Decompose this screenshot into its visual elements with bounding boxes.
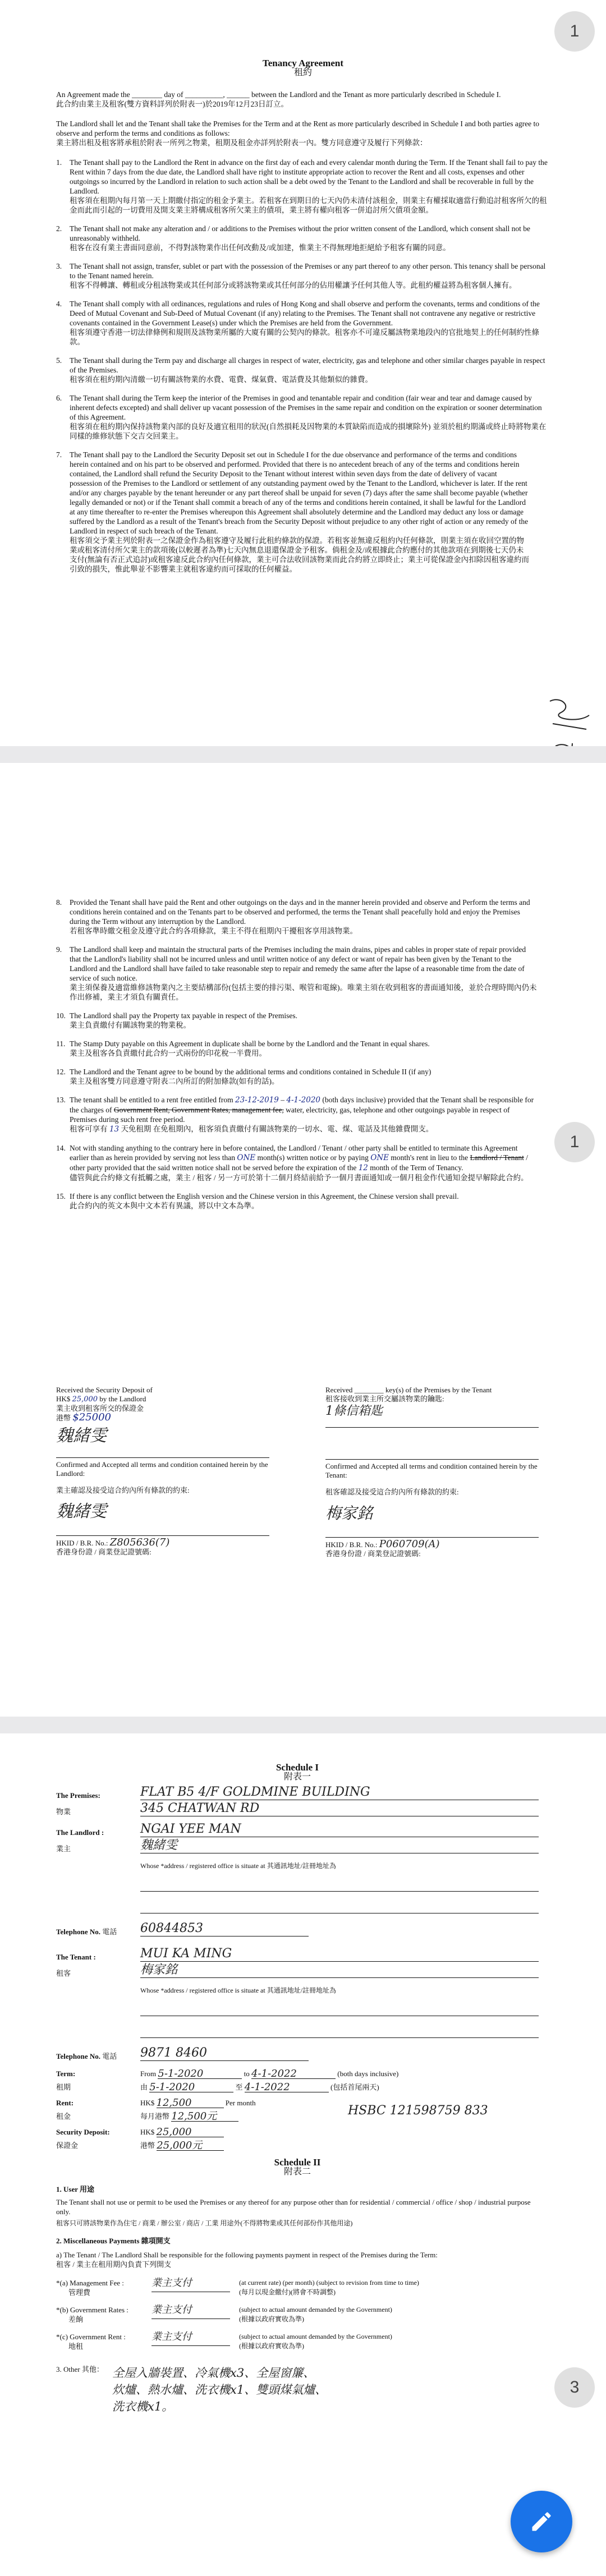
rent-free-to: 4-1-2020: [286, 1096, 321, 1105]
clause-5: 5. The Tenant shall during the Term pay and discharge all charges in respect of water, electricity, gas and telephone and other similar charges payable in respect of the Premises. 租客須在租約期內清繳一切有關該物業的水費、電費、煤氣費、電話費及其他類似的雜費。: [56, 356, 545, 384]
tenant-tel-row: Telephone No. 電話 9871 8460: [56, 2048, 539, 2061]
premises-row: The Premises: FLAT B5 4/F GOLDMINE BUILDING: [56, 1787, 539, 1800]
page-number-badge: 3: [554, 2367, 595, 2408]
clause-1: 1. The Tenant shall pay to the Landlord the Rent in advance on the first day of each and every calendar month during the Term. If the Tenant shall fail to pay the Rent within 7 days from the due date, the Landlord shall have right to institute appropriate action to recover the Rent and all costs, expenses and other outgoings so incurred by the Landlord in relation to such action shall be a debt owed by the Tenant to the Landlord and shall be recoverable in full by the Landlord. 租客須在租期內每月第一天上期繳付指定的租金予業主。若租客在到期日的七天內仍未清付該租金，則業主有權採取適當行動追討租客所欠的租金而此而引起的一切費用及開支業主將構成租客所欠業主的債項，業主將有權向租客一併追討所欠債項金額。: [56, 158, 548, 214]
clause-2: 2. The Tenant shall not make any alteration and / or additions to the Premises without the prior written consent of the Landlord, which consent shall not be unreasonably withheld. 租客在沒有業主書面同意前，不得對該物業作出任何改動及/或加建，惟業主不得無理地拒絕給予租客有關的同意。: [56, 224, 530, 252]
schedule-2-title-zh: 附表二: [283, 2167, 311, 2177]
tenant-hkid: P060709(A): [379, 1538, 440, 1550]
clause-9: 9. The Landlord shall keep and maintain the structural parts of the Premises including the main drains, pipes and cables in proper state of repair provided that the Landlord's liability shall not be incurred unless and until written notice of any defect or want of repair has been given by the Tenant to the Landlord and the Landlord shall have failed to take reasonable step to repair and remedy the same after the lapse of a reasonable time from the date of service of such notice. 業主須保養及適當維修該物業內之主要結構部份(包括主要的排污渠、喉管和電線)。唯業主須在收到租客的書面通知後，並於合理時間內仍未作出修補，業主才須負有關責任。: [56, 945, 537, 1001]
clause-12: 12. The Landlord and the Tenant agree to be bound by the additional terms and conditions contained in Schedule II (if any) 業主及租客雙方同意遵守附表二內所訂的附加條款(如有的話)。: [56, 1068, 431, 1085]
schedule-1-title: Schedule I: [276, 1762, 319, 1773]
clause-4: 4. The Tenant shall comply with all ordinances, regulations and rules of Hong Kong and shall observe and perform the covenants, terms and conditions of the Deed of Mutual Covenant and Sub-Deed of Mutual Covenant (if any) relating to the Premises. The Tenant shall not contravene any negative or restrictive covenants contained in the Government Lease(s) under which the Premises are held from the Government. 租客須遵守香港一切法律條例和規則及該物業所屬的大廈有關的公契內的條款。租客亦不可違反屬該物業地段內的官批地契上的任何制約性條款。: [56, 300, 540, 346]
intro-paragraph: An Agreement made the ________ day of __________, ______ between the Landlord and the Tenant as more particularly described in Schedule I. 此合約由業主及租客(雙方資料詳列於附表一)於2019年12月23日訂立。: [56, 90, 501, 108]
landlord-row: The Landlord : NGAI YEE MAN: [56, 1824, 539, 1837]
rent-row: Rent: HK$ 12,500 Per month HSBC 121598759 833: [56, 2097, 488, 2118]
document-title-zh: 租約: [293, 68, 312, 77]
landlord-signature: 魏緒雯: [56, 1426, 107, 1446]
clause-11: 11. The Stamp Duty payable on this Agreement in duplicate shall be borne by the Landlord and the Tenant in equal shares. 業主及租客各負責繳付此合約一式兩份的印花稅一半費用。: [56, 1039, 430, 1057]
clause-3: 3. The Tenant shall not assign, transfer, sublet or part with the possession of the Premises or any part thereof to any other person. This tenancy shall be personal to the Tenant named herein. 租客不得轉讓、轉租或分租該物業或其任何部分或將該物業或其任何部分的佔用權讓予任何其他人等。此租約權益將為租客個人擁有。: [56, 262, 546, 289]
document-page-3: 3 Schedule I 附表一 The Premises: FLAT B5 4/F GOLDMINE BUILDING 物業 345 CHATWAN RD The Landlord : NGAI YEE MAN 業主 魏緒雯 Whose *address / registered office is situate at 其通訊地址/註冊地址為 Telephone No. 電話 60844853 The Tenant : MUI KA MING 租客 梅家銘 Whose *address / registered office is situate at 其通訊地址/註冊地址為 Telephone No. 電話 9871 8460 Term: From 5-1-2020 to 4-1-2022 (both days inclusive) 租期 由 5-1-2020 至 4-1-2022 (包括首尾兩天) Rent: HK$ 12,500 Per month HSBC 121598759 833 租金 每月港幣 12,500元 Security Deposit: HK$ 25,000 保證金 港幣 25,000元 Schedule II 附表二 1. User 用途 The Tenant shall not use or permit to be used the Premises or any thereof for any purpose other than for residential / commercial / office / shop / industrial purpose only. 租客只可將該物業作為住宅 / 商業 / 辦公室 / 商店 / 工業 用途外(不得將物業或其任何部份作其他用途) 2. Miscellaneous Payments 雜項開支 a) The Tenant / The Landlord Shall be responsible for the following payments payment in respect of the Premises during the Term: 租客 / 業主在租用期內負責下列開支 *(a) Management Fee : 管理費 業主支付 (at current rate) (per month) (subject to revision from time to time) (每月以現金繳付)(將會不時調整) *(b) Government Rates : 差餉 業主支付 (subject to actual amount demanded by the Government) (根據以政府實收為準) *(c) Government Rent : 地租 業主支付 (subject to actual amount demanded by the Government) (根據以政府實收為準) 3. Other 其他： 全屋入牆裝置、冷氣機x3、全屋窗簾、 炊爐、熱水爐、洗衣機x1、雙頭煤氣爐、 洗衣機x1。: [0, 1733, 606, 2576]
deposit-row: Security Deposit: HK$ 25,000: [56, 2127, 539, 2137]
landlord-tel-row: Telephone No. 電話 60844853: [56, 1924, 539, 1936]
landlord-signature-block: Received the Security Deposit of HK$ 25,000 by the Landlord 業主收到租客所交的保證金 港幣 $25000 魏緒雯 Confirmed and Accepted all terms and condition contained herein by the Landlord: 業主確認及接受這合約內所有條款的約束: 魏緒雯 HKID / B.R. No.: Z805636(7) 香港身份證 / 商業登記證號碼:: [56, 1386, 269, 1557]
clause-8: 8. Provided the Tenant shall have paid the Rent and other outgoings on the days and in the manner herein provided and observe and Perform the terms and conditions herein contained and on the Tenants part to be observed and performed, the terms the Tenant shall peacefully hold and enjoy the Premises during the Term without any interruption by the Landlord. 若租客準時繳交租金及遵守此合約各項條款，業主不得在租期內干擾租客享用該物業。: [56, 898, 530, 935]
term-row: Term: From 5-1-2020 to 4-1-2022 (both days inclusive): [56, 2068, 399, 2080]
landlord-signature-2: 魏緒雯: [56, 1502, 107, 1521]
clause-14: 14. Not with standing anything to the contrary here in before contained, the Landlord / Tenant / other party shall be entitled to terminate this Agreement earlier than as herein provided by serving not less than ONE month(s) written notice or by paying ONE month's rent in lieu to the Landlord / Tenant / other party provided that the said written notice shall not be served before the expiration of the 12 month of the Term of Tenancy. 儘管與此合約條文有抵觸之處，業主 / 租客 / 另一方可於第十二個月終結前給予一個月書面通知或一個月租金作代通知金提早解除此合約。: [56, 1144, 529, 1182]
clause-15: 15. If there is any conflict between the English version and the Chinese version in this Agreement, the Chinese version shall prevail. 此合約內的英文本與中文本若有異議，將以中文本為準。: [56, 1192, 459, 1210]
bank-account-note: HSBC 121598759 833: [348, 2104, 488, 2118]
tenant-signature: 梅家銘: [325, 1504, 373, 1522]
clause-6: 6. The Tenant shall during the Term keep the interior of the Premises in good and tenantable repair and condition (fair wear and tear and damage caused by inherent defects excepted) and shall deliver up vacant possession of the Premises in the same repair and condition on the expiration or sooner determination of this Agreement. 租客須在租約期內保持該物業內部的良好及適宜租用的狀況(自然損耗及因物業的本質缺陷而造成的損壞除外) 並須於租約期滿或終止時將物業在同樣的維修狀態下交吉交回業主。: [56, 394, 547, 440]
keys-received: 1條信箱匙: [325, 1404, 383, 1418]
document-page-1: [0, 0, 606, 746]
payment-row-management: *(a) Management Fee : 管理費 業主支付 (at current rate) (per month) (subject to revision from time to time) (每月以現金繳付)(將會不時調整): [56, 2277, 419, 2297]
clause-13: 13. The tenant shall be entitled to a rent free entitled from 23-12-2019 – 4-1-2020 (both days inclusive) provided that the Tenant shall be responsible for the charges of Government Rent, Government Rates, management fee, water, electricity, gas, telephone and other outgoings payable in respect of Premises during such rent free period. 租客可享有 13 天免租期 在免租期內，租客須負責繳付有關該物業的一切水、電、煤、電話及其他雜費開支。: [56, 1096, 534, 1134]
page-number-badge: 1: [554, 11, 595, 52]
user-section: 1. User 用途 The Tenant shall not use or permit to be used the Premises or any thereof for any purpose other than for residential / commercial / office / shop / industrial purpose only. 租客只可將該物業作為住宅 / 商業 / 辦公室 / 商店 / 工業 用途外(不得將物業或其任何部份作其他用途): [56, 2185, 531, 2227]
schedule-1-title-zh: 附表一: [283, 1772, 311, 1782]
payment-row-rates: *(b) Government Rates : 差餉 業主支付 (subject to actual amount demanded by the Government) (根據以政府實收為準): [56, 2304, 392, 2324]
rent-free-from: 23-12-2019: [235, 1096, 279, 1105]
schedule-2-title: Schedule II: [274, 2157, 321, 2168]
page-number-badge: 1: [554, 1122, 595, 1162]
clause-10: 10. The Landlord shall pay the Property tax payable in respect of the Premises. 業主負責繳付有關該物業的物業稅。: [56, 1011, 298, 1029]
pencil-icon: [529, 2509, 554, 2534]
tenant-row: The Tenant : MUI KA MING: [56, 1949, 539, 1962]
document-page-2: [0, 763, 606, 1717]
initials-signature: [539, 690, 600, 746]
edit-fab-button[interactable]: [511, 2491, 572, 2552]
document-title: Tenancy Agreement: [262, 58, 344, 68]
other-section: 3. Other 其他： 全屋入牆裝置、冷氣機x3、全屋窗簾、 炊爐、熱水爐、洗衣機x1、雙頭煤氣爐、 洗衣機x1。: [56, 2365, 327, 2413]
misc-payments-section: 2. Miscellaneous Payments 雜項開支 a) The Tenant / The Landlord Shall be responsible for the following payments payment in respect of the Premises during the Term: 租客 / 業主在租用期內負責下列開支 *(a) Management Fee : 管理費 業主支付 (at current rate) (per month) (subject to revision from time to time) (每月以現金繳付)(將會不時調整) *(b) Government Rates : 差餉 業主支付 (subject to actual amount demanded by the Government) (根據以政府實收為準) *(c) Government Rent : 地租 業主支付 (subject to actual amount demanded by the Government) (根據以政府實收為準): [56, 2236, 539, 2351]
payment-row-rent: *(c) Government Rent : 地租 業主支付 (subject to actual amount demanded by the Government) (根據以政府實收為準): [56, 2331, 392, 2350]
clauses-list-1: [56, 158, 550, 574]
tenant-signature-block: Received ________ key(s) of the Premises by the Tenant 租客接收到業主所交屬該物業的鑰匙: 1條信箱匙 Confirmed and Accepted all terms and condition contained herein by the Tenant: 租客確認及接受這合約內所有條款的約束: 梅家銘 HKID / B.R. No.: P060709(A) 香港身份證 / 商業登記證號碼:: [325, 1386, 539, 1558]
clause-7: 7. The Tenant shall pay to the Landlord the Security Deposit set out in Schedule I for the due observance and performance of the terms and conditions herein contained and on his part to be observed and performed. Provided that there is no antecedent breach of any of the terms and conditions herein contained, the Landlord shall refund the Security Deposit to the Tenant without interest within seven days from the date of delivery of vacant possession of the Premises to the Landlord or settlement of any outstanding payment owed by the Tenant to the Landlord, whichever is later. If the rent and/or any charges payable by the tenant hereunder or any part thereof shall be unpaid for seven (7) days after the same shall become payable (whether legally demanded or not) or if the Tenant shall commit a breach of any of the terms and conditions herein contained, it shall be lawful for the Landlord at any time thereafter to re-enter the Premises whereupon this Agreement shall absolutely determine and the Landlord may deduct any loss or damage suffered by the Landlord as a result of the Tenant's breach from the Security Deposit without prejudice to any other right of action or any remedy of the Landlord in respect of such breach of the Tenant. 租客須交予業主列於附表一之保證金作為租客遵守及履行此租約條款的保證。若租客並無違反租約內任何條款，則業主須在收回空置的物業或租客清付所欠業主的款項後(以較遲者為準)七天內無息退還保證金予租客。倘租金及/或根據此合約應付的其他款項在到期後七天仍未支付(無論有否正式追討)或租客違反此合約內任何條款，業主可合法收回該物業而此合約將立即終止；業主可從保證金內扣除因租客違約而引致的損失，惟此舉並不影響業主就租客違約而可採取的任何權益。: [56, 450, 529, 573]
landlord-hkid: Z805636(7): [109, 1537, 170, 1548]
lead-paragraph: The Landlord shall let and the Tenant shall take the Premises for the Term and at the Rent as more particularly described in Schedule I and both parties agree to observe and perform the terms and conditions as follows: 業主將出租及租客將承租於附表一所列之物業，租期及租金亦詳列於附表一內。雙方同意遵守及履行下列條款：: [56, 119, 539, 147]
